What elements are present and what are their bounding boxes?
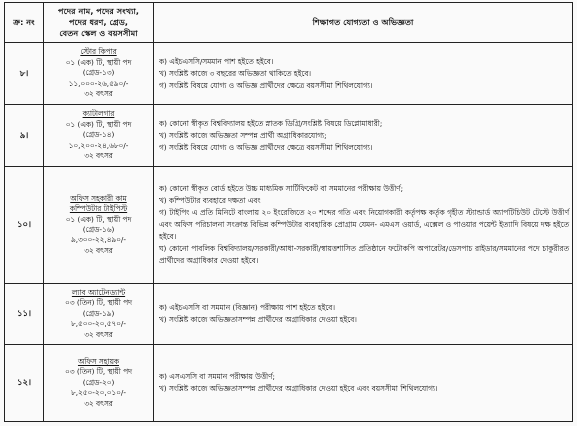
table-row <box>5 345 573 422</box>
post-count: ০৩ (তিন) টি, স্থায়ী পদ <box>65 367 132 377</box>
post-grade: (গ্রেড-১৯) <box>82 308 115 318</box>
qualification-item: ক) এইচএসসি/সমমান পাশ হইতে হইবে। <box>159 56 274 66</box>
serial-number: ৮। <box>5 43 44 105</box>
pay-scale: ৯,৩০০-২২,৪৯০/- <box>70 235 127 245</box>
serial-number: ১০। <box>5 167 44 284</box>
pay-scale: ১১,০০০-২৬,৫৯০/- <box>68 78 129 88</box>
qualification-item: খ) কম্পিউটার ব্যবহারে দক্ষতা এবং <box>159 196 261 205</box>
post-name: ল্যাব অ্যাটেনড্যান্ট <box>71 287 126 297</box>
serial-number: ১২। <box>5 345 44 422</box>
table-row <box>5 43 573 105</box>
qualification-cell <box>154 167 573 284</box>
qualification-item: ক) কোনো স্বীকৃত বিশ্ববিদ্যালয় হইতে স্নাতক ডিগ্রি/সংশ্লিষ্ট বিষয়ে ডিপ্লোমাধারী; <box>159 118 383 128</box>
serial-number: ৯। <box>5 105 44 167</box>
post-header <box>44 3 154 43</box>
post-info <box>44 105 154 167</box>
post-name: কম্পিউটার টাইপিস্ট <box>69 204 128 214</box>
age-limit: ৩২ বৎসর <box>84 151 113 161</box>
qualification-item: গ) সংশ্লিষ্ট বিষয়ে যোগ্য ও অভিজ্ঞ প্রার্থীদের ক্ষেত্রে বয়সসীমা শিথিলযোগ্য। <box>159 80 373 90</box>
qualification-item: খ) সংশ্লিষ্ট কাজে অভিজ্ঞতাসম্পন্ন প্রার্থীদের অগ্রাধিকার দেওয়া হইবে এবং বয়সসীমা শিথিলযোগ্য। <box>159 384 438 393</box>
post-grade: (গ্রেড-২০) <box>82 377 115 387</box>
post-count: ০১ (এক) টি, স্থায়ী পদ <box>65 119 132 129</box>
qualification-cell <box>154 105 573 167</box>
qualification-item: খ) সংশ্লিষ্ট কাজে অভিজ্ঞতা সম্পন্ন প্রার্থী অগ্রাধিকারযোগ্য; <box>159 130 327 140</box>
serial-number: ১১। <box>5 284 44 345</box>
qualification-cell <box>154 345 573 422</box>
age-limit: ৩২ বৎসর <box>84 329 113 339</box>
age-limit: ৩২ বৎসর <box>84 245 113 255</box>
qualification-header: শিক্ষাগত যোগ্যতা ও অভিজ্ঞতা <box>154 3 573 43</box>
qualification-item: ক) এসএসসি বা সমমান পরীক্ষায় উত্তীর্ণ; <box>159 372 276 381</box>
pay-scale: ৮,২৫০-২০,০১০/- <box>70 388 127 398</box>
qualification-cell <box>154 284 573 345</box>
age-limit: ৩২ বৎসর <box>84 89 113 99</box>
qualification-item: ক) কোনো স্বীকৃত বোর্ড হইতে উচ্চ মাধ্যমিক সার্টিফিকেট বা সমমানের পরীক্ষায় উত্তীর্ণ; <box>159 184 404 193</box>
post-name: ক্যাটালগার <box>82 109 115 119</box>
post-info <box>44 167 154 284</box>
recruitment-table <box>4 2 573 422</box>
post-count: ০১ (এক) টি, স্থায়ী পদ <box>65 214 132 224</box>
post-name: অফিস সহায়ক <box>77 356 120 366</box>
qualification-item: খ) সংশ্লিষ্ট কাজে অভিজ্ঞতাসম্পন্ন প্রার্থীদের অগ্রাধিকার দেওয়া হইবে। <box>159 315 357 324</box>
age-limit: ৩২ বৎসর <box>84 398 113 408</box>
qualification-item: ঘ) কোনো পাবলিক বিশ্ববিদ্যালয়/সরকারী/আধা-সরকারী/স্বায়ত্তশাসিত প্রতিষ্ঠানে ফটোকপি অপারেটর/ডেসপাচ রাইডার/সমমানের পদে চাকুরীরত প্রার্থীদের অগ্রাধিকার দেওয়া হইবে। <box>159 244 569 265</box>
post-name: স্টোর কিপার <box>80 47 117 57</box>
post-grade: (গ্রেড-১৪) <box>82 130 115 140</box>
post-name: অফিস সহকারী কাম <box>70 193 127 203</box>
table-row <box>5 105 573 167</box>
serial-header: ক্র: নং <box>5 3 44 43</box>
pay-scale: ৮,৫০০-২০,৫৭০/- <box>70 319 127 329</box>
qualification-item: খ) সংশ্লিষ্ট কাজে ৩ বছরের অভিজ্ঞতা থাকিতে হইবে। <box>159 68 312 78</box>
table-row <box>5 167 573 284</box>
qualification-item: গ) সংশ্লিষ্ট বিষয়ে যোগ্য ও অভিজ্ঞ প্রার্থীদের ক্ষেত্রে বয়সসীমা শিথিলযোগ্য। <box>159 142 373 152</box>
qualification-item: গ) টাইপিং এ প্রতি মিনিটে বাংলায় ২০ ইংরেজিতে ২০ শব্দের গতি এবং নিয়োগকারী কর্তৃপক্ষ কর্তৃক গৃহীত স্ট্যান্ডার্ড অ্যাপটিচিউট টেস্টে উত্তীর্ণ এবং অফিস পরিচালনা সংক্রান্ত বিভিন্ন কম্পিউটার ব্যবহারিক প্রোগ্রাম যেমন- এমএস ওয়ার্ড, এক্সেল ও পাওয়ার পয়েন্ট ইত্যাদি বিষয়ে দক্ষ হইতে হইবে। <box>159 208 569 241</box>
pay-scale: ১০,২০০-২৪,৬৮০/- <box>68 140 129 150</box>
post-count: ০৩ (তিন) টি, স্থায়ী পদ <box>65 298 132 308</box>
qualification-item: ক) এইচএসসি বা সমমান (বিজ্ঞান) পরীক্ষায় পাশ হইতে হইবে। <box>159 303 335 312</box>
post-info <box>44 43 154 105</box>
qualification-cell <box>154 43 573 105</box>
post-header-line: বেতন স্কেল ও বয়সসীমা <box>59 28 138 38</box>
post-header-line: পদের ধরণ, গ্রেড, <box>68 17 129 27</box>
post-grade: (গ্রেড-১৩) <box>82 68 115 78</box>
table-row <box>5 284 573 345</box>
post-grade: (গ্রেড-১৬) <box>82 225 115 234</box>
header-row <box>5 3 573 43</box>
post-header-line: পদের নাম, পদের সংখ্যা, <box>58 6 139 16</box>
post-count: ০১ (এক) টি, স্থায়ী পদ <box>65 57 132 67</box>
post-info <box>44 345 154 422</box>
post-info <box>44 284 154 345</box>
